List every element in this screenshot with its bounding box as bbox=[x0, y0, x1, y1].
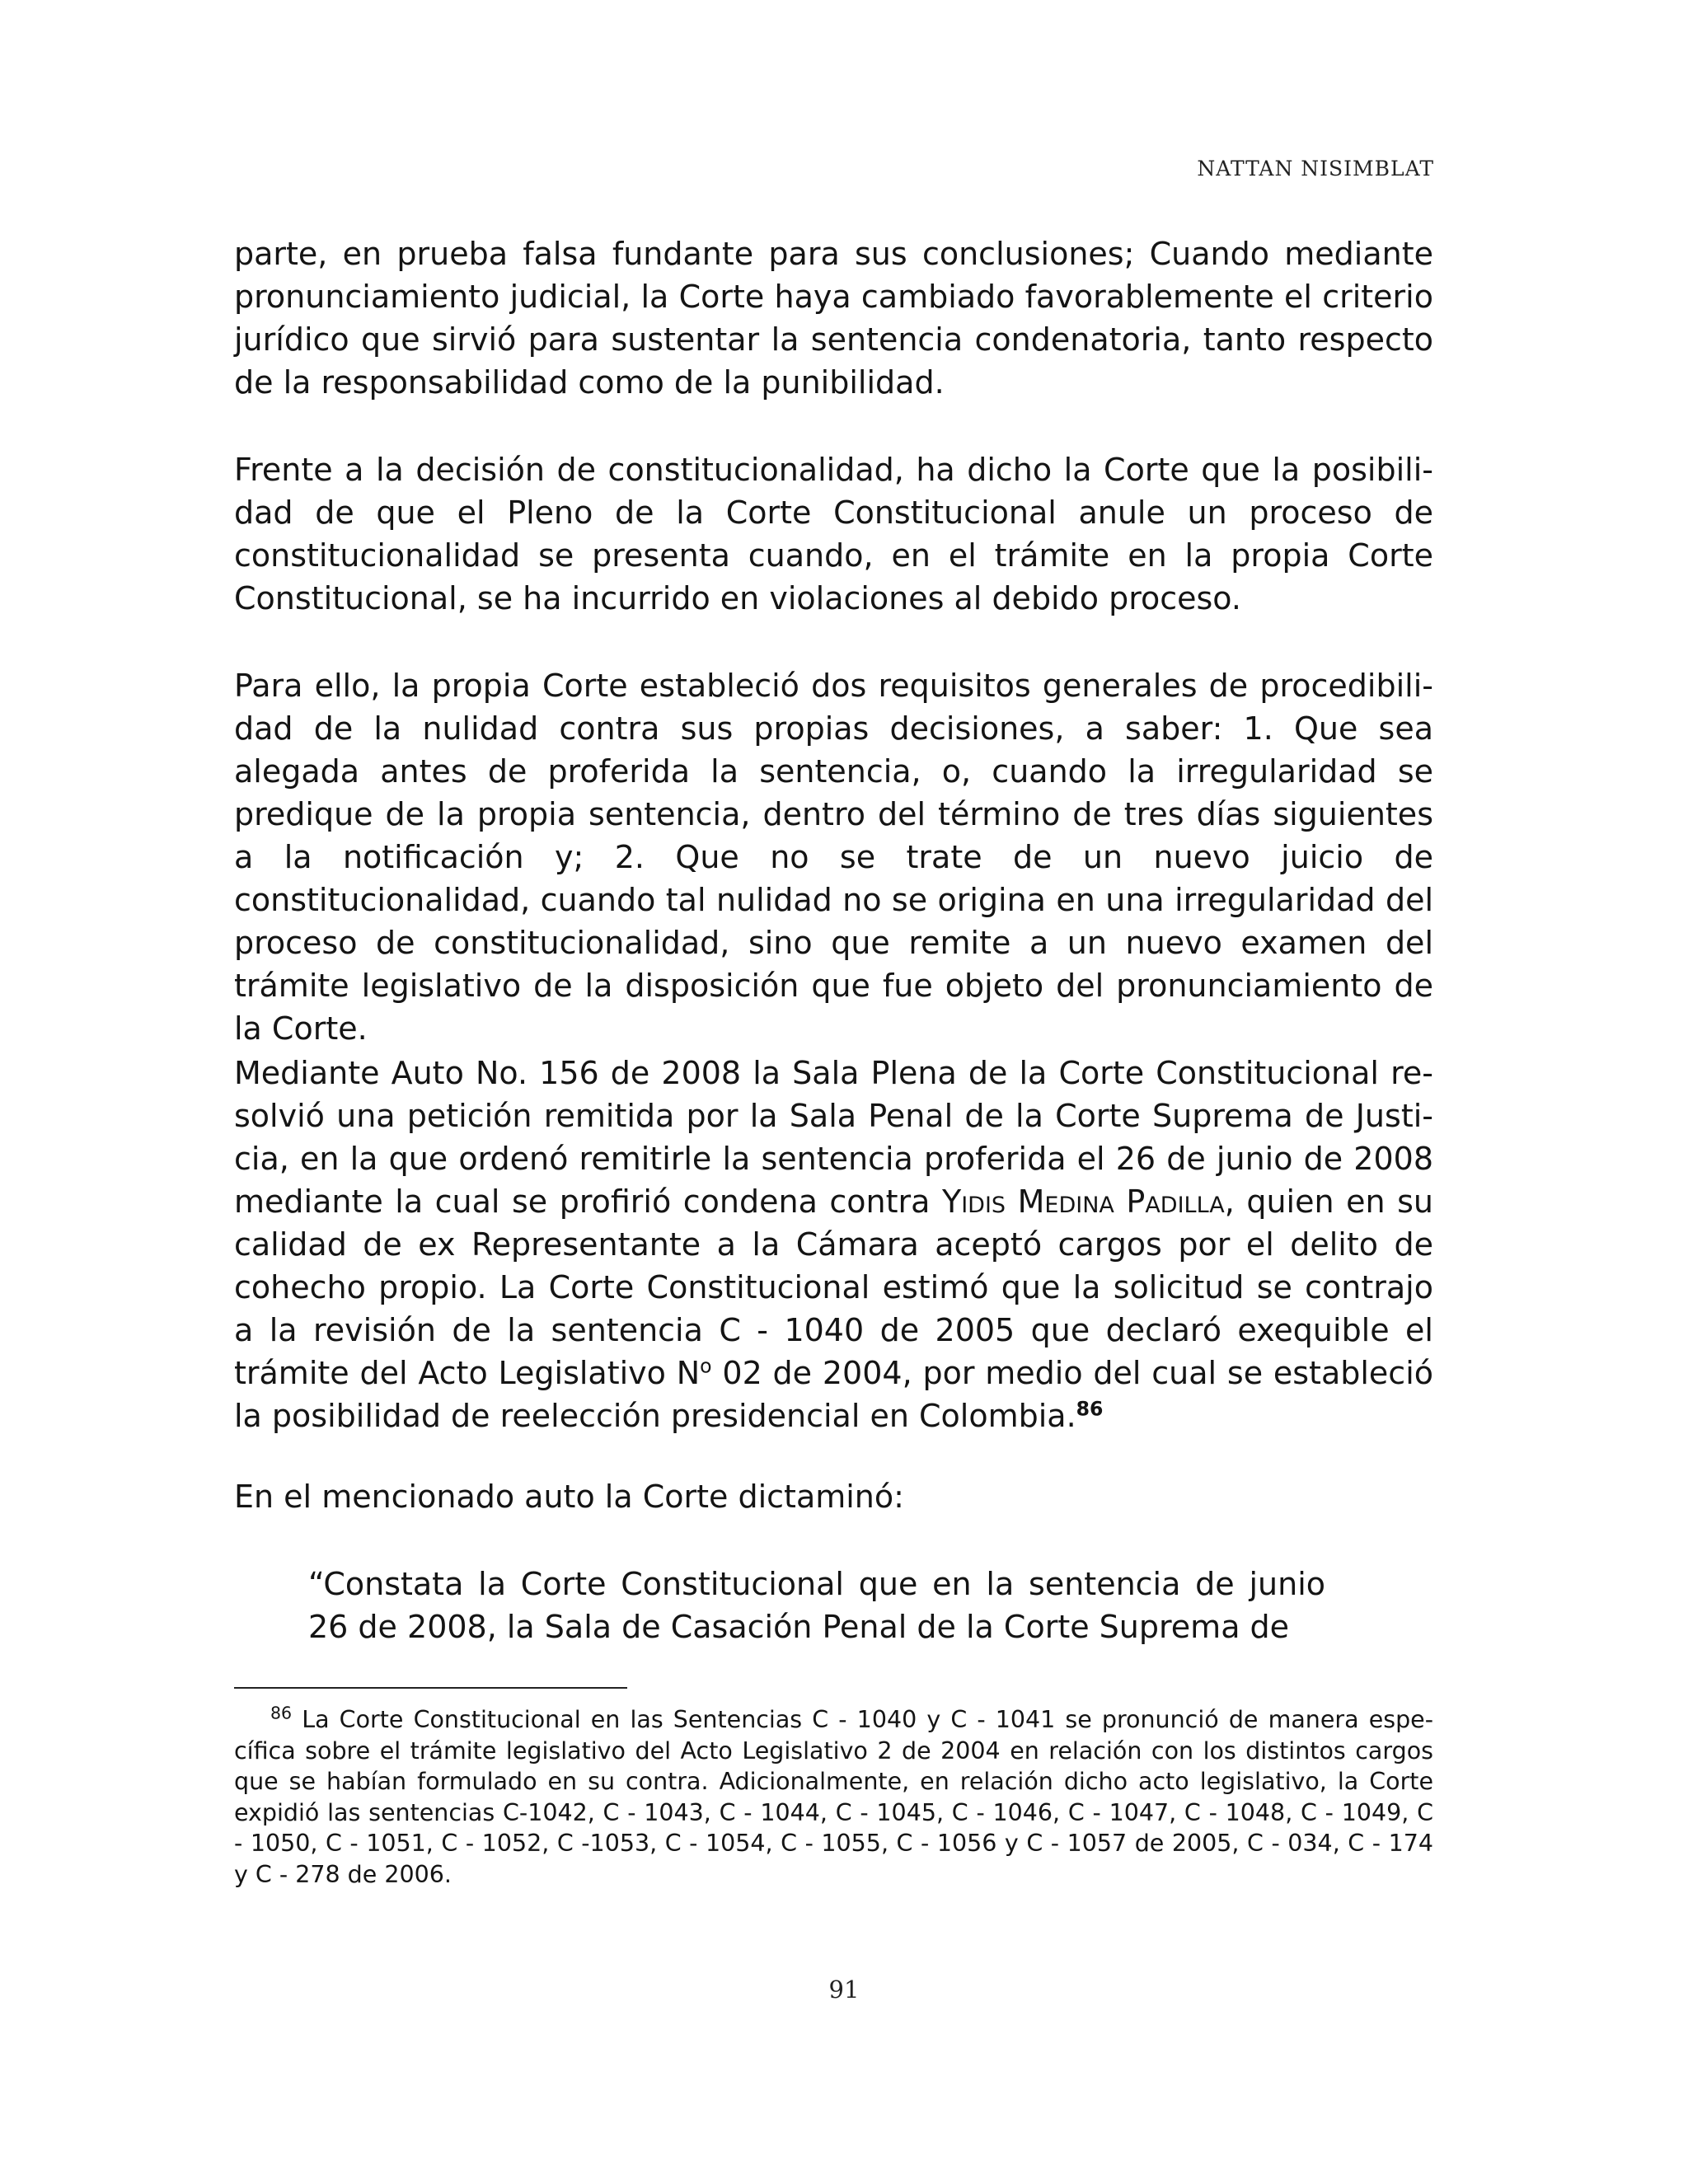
block-quote: “Constata la Corte Constitucional que en la sentencia de junio 26 de 2008, la Sala de Casación Penal de la Corte Suprema de bbox=[308, 1566, 1325, 1645]
paragraph-4-text-2: , quien en su calidad de ex Representante a la Cámara aceptó cargos por el delito de cohecho propio. La Corte Constitucional estimó que la solicitud se contrajo a la revisión de la sentencia C - 1040 de 2005 que declaró exequible el trámite del Acto Legislativo N bbox=[234, 1183, 1434, 1391]
page-number: 91 bbox=[828, 1975, 860, 2004]
paragraph-4-text-3: 02 de 2004, por medio del cual se estableció la posibilidad de reelección presidencial en Colombia. bbox=[234, 1355, 1433, 1434]
body-paragraph-4 bbox=[234, 1052, 1433, 1437]
footnote bbox=[234, 1704, 1433, 1890]
footnote-reference[interactable]: 86 bbox=[1076, 1397, 1104, 1421]
footnote-text: La Corte Constitucional en las Sentencias C - 1040 y C - 1041 se pronunció de manera específica sobre el trámite legislativo del Acto Legislativo 2 de 2004 en relación con los distintos cargos que se habían formulado en su contra. Adicionalmente, en relación dicho acto legislativo, la Corte expidió las sentencias C-1042, C - 1043, C - 1044, C - 1045, C - 1046, C - 1047, C - 1048, C - 1049, C - 1050, C - 1051, C - 1052, C -1053, C - 1054, C - 1055, C - 1056 y C - 1057 de 2005, C - 034, C - 174 y C - 278 de 2006. bbox=[234, 1706, 1433, 1888]
body-paragraph-1: parte, en prueba falsa fundante para sus conclusiones; Cuando mediante pronunciamiento judicial, la Corte haya cambiado favorablemente el criterio jurídico que sirvió para sustentar la sentencia condenatoria, tanto respecto de la responsabilidad como de la punibilidad. bbox=[234, 236, 1433, 401]
footnote-number: 86 bbox=[270, 1703, 293, 1723]
person-name: Yidis Medina Padilla bbox=[942, 1183, 1225, 1220]
body-paragraph-5: En el mencionado auto la Corte dictaminó: bbox=[234, 1479, 904, 1515]
running-head: NATTAN NISIMBLAT bbox=[1197, 157, 1434, 180]
paragraph-4-text-1: Mediante Auto No. 156 de 2008 la Sala Plena de la Corte Constitucional resolvió una petición remitida por la Sala Penal de la Corte Suprema de Justicia, en la que ordenó remitirle la sentencia proferida el 26 de junio de 2008 mediante la cual se profirió condena contra bbox=[234, 1055, 1433, 1220]
body-paragraph-3: Para ello, la propia Corte estableció dos requisitos generales de procedibilidad de la nulidad contra sus propias decisiones, a saber: 1. Que sea alegada antes de proferida la sentencia, o, cuando la irregularidad se predique de la propia sentencia, dentro del término de tres días siguientes a la notificación y; 2. Que no se trate de un nuevo juicio de constitucionalidad, cuando tal nulidad no se origina en una irregularidad del proceso de constitucionalidad, sino que remite a un nuevo examen del trámite legislativo de la disposición que fue objeto del pronunciamiento de la Corte. bbox=[234, 668, 1433, 1047]
body-paragraph-2: Frente a la decisión de constitucionalidad, ha dicho la Corte que la posibilidad de que el Pleno de la Corte Constitucional anule un proceso de constitucionalidad se presenta cuando, en el trámite en la propia Corte Constitucional, se ha incurrido en violaciones al debido proceso. bbox=[234, 452, 1433, 616]
ordinal-indicator: o bbox=[700, 1354, 712, 1378]
footnote-separator bbox=[234, 1687, 627, 1689]
